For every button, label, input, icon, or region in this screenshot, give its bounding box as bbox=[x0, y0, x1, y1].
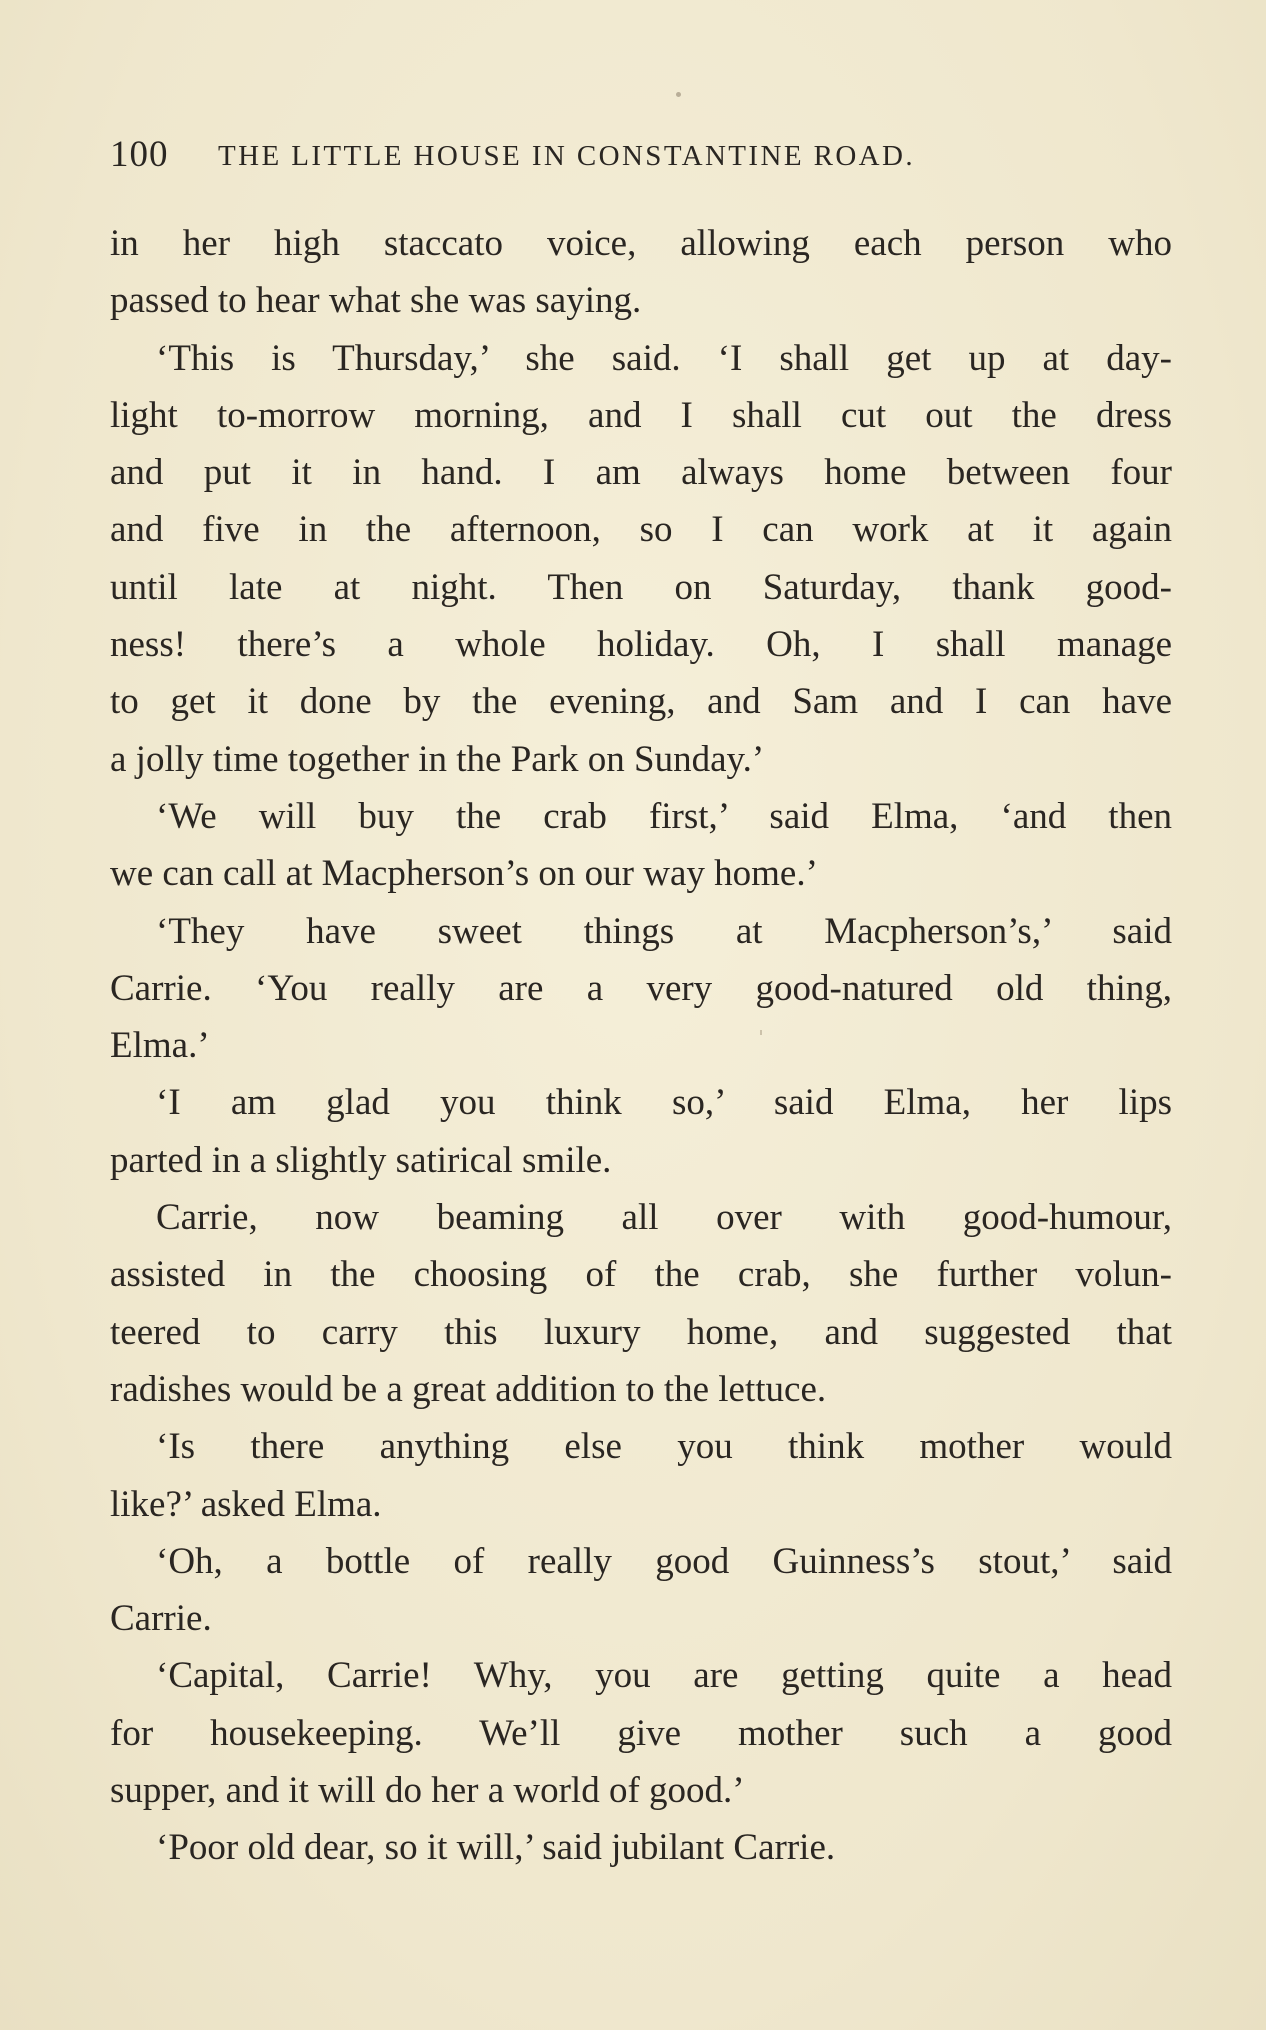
text-line: we can call at Macpherson’s on our way home.’ bbox=[110, 853, 818, 895]
text-line: ‘Capital, Carrie! Why, you are getting quite a head bbox=[156, 1655, 1172, 1697]
text-line: ‘Is there anything else you think mother would bbox=[156, 1426, 1172, 1468]
text-line: and five in the afternoon, so I can work at it again bbox=[110, 509, 1172, 551]
page-number: 100 bbox=[110, 134, 169, 175]
text-line: for housekeeping. We’ll give mother such a good bbox=[110, 1712, 1172, 1754]
text-line: teered to carry this luxury home, and suggested that bbox=[110, 1311, 1172, 1353]
text-line: assisted in the choosing of the crab, she further volun- bbox=[110, 1254, 1172, 1296]
text-line: ‘They have sweet things at Macpherson’s,’ said bbox=[156, 910, 1172, 952]
text-line: Carrie. bbox=[110, 1598, 212, 1640]
text-line: until late at night. Then on Saturday, thank good- bbox=[110, 566, 1172, 608]
text-line: parted in a slightly satirical smile. bbox=[110, 1139, 612, 1181]
text-line: to get it done by the evening, and Sam and I can have bbox=[110, 681, 1172, 723]
text-line: like?’ asked Elma. bbox=[110, 1483, 382, 1525]
text-line: ‘I am glad you think so,’ said Elma, her lips bbox=[156, 1082, 1172, 1124]
text-line: ness! there’s a whole holiday. Oh, I shall manage bbox=[110, 624, 1172, 666]
running-title: THE LITTLE HOUSE IN CONSTANTINE ROAD. bbox=[218, 140, 916, 172]
text-line: radishes would be a great addition to the lettuce. bbox=[110, 1368, 827, 1410]
page-header bbox=[110, 132, 1160, 178]
text-line: light to-morrow morning, and I shall cut out the dress bbox=[110, 394, 1172, 436]
text-line: Elma.’ bbox=[110, 1025, 210, 1067]
body-text bbox=[110, 215, 1172, 1877]
paper-speck bbox=[676, 92, 681, 97]
text-line: ‘We will buy the crab first,’ said Elma, ‘and then bbox=[156, 795, 1172, 837]
text-line: in her high staccato voice, allowing each person who bbox=[110, 223, 1172, 264]
text-line: passed to hear what she was saying. bbox=[110, 280, 642, 322]
text-line: Carrie, now beaming all over with good-humour, bbox=[156, 1197, 1172, 1239]
text-line: a jolly time together in the Park on Sunday.’ bbox=[110, 738, 765, 780]
text-line: and put it in hand. I am always home between four bbox=[110, 452, 1172, 494]
text-line: ‘Poor old dear, so it will,’ said jubilant Carrie. bbox=[156, 1827, 836, 1869]
text-line: Carrie. ‘You really are a very good-natured old thing, bbox=[110, 967, 1172, 1009]
text-line: supper, and it will do her a world of good.’ bbox=[110, 1770, 745, 1812]
text-line: ‘This is Thursday,’ she said. ‘I shall get up at day- bbox=[156, 337, 1172, 379]
text-line: ‘Oh, a bottle of really good Guinness’s stout,’ said bbox=[156, 1540, 1172, 1582]
